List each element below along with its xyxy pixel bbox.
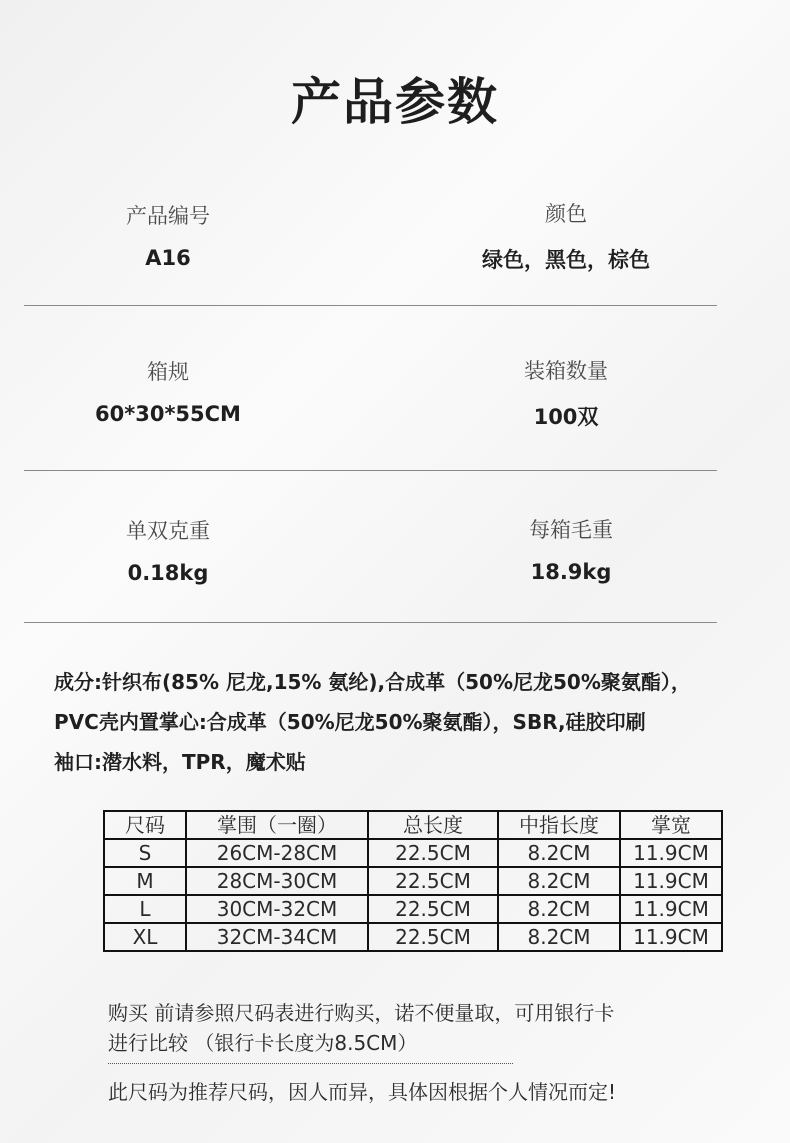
cell-total-length: 22.5CM [368,895,498,923]
materials-block [54,662,774,782]
cell-middle-finger-length: 8.2CM [498,895,620,923]
spec-pair-weight [18,515,318,585]
note-measure-guide: 购买 前请参照尺码表进行购买，诺不便量取，可用银行卡 [108,1001,615,1025]
cell-size: S [104,839,186,867]
table-row [104,895,722,923]
materials-line-cuff: 袖口:潜水料，TPR，魔术贴 [54,750,306,774]
spec-label: 每箱毛重 [529,518,613,542]
cell-size: L [104,895,186,923]
spec-label: 箱规 [147,360,189,384]
cell-middle-finger-length: 8.2CM [498,839,620,867]
divider [24,470,717,471]
divider [24,305,717,306]
cell-palm-circumference: 26CM-28CM [186,839,368,867]
cell-total-length: 22.5CM [368,839,498,867]
cell-total-length: 22.5CM [368,923,498,951]
materials-line-palm: PVC壳内置掌心:合成革（50%尼龙50%聚氨酯），SBR,硅胶印刷 [54,710,646,734]
cell-total-length: 22.5CM [368,867,498,895]
spec-value: 18.9kg [530,560,612,584]
cell-palm-width: 11.9CM [620,839,722,867]
note-bank-card: 进行比较 （银行卡长度为8.5CM） [108,1031,418,1055]
table-row [104,923,722,951]
cell-palm-circumference: 30CM-32CM [186,895,368,923]
cell-palm-width: 11.9CM [620,923,722,951]
cell-palm-circumference: 32CM-34CM [186,923,368,951]
cell-palm-width: 11.9CM [620,867,722,895]
header-total-length: 总长度 [368,811,498,839]
header-palm-circumference: 掌围（一圈） [186,811,368,839]
table-row [104,839,722,867]
spec-label: 装箱数量 [524,359,608,383]
table-header-row [104,811,722,839]
header-size: 尺码 [104,811,186,839]
page-title: 产品参数 [291,73,499,131]
divider [24,622,717,623]
table-row [104,867,722,895]
spec-label: 单双克重 [126,519,210,543]
spec-carton-size [18,356,318,426]
cell-palm-width: 11.9CM [620,895,722,923]
cell-size: M [104,867,186,895]
spec-label: 产品编号 [126,204,210,228]
spec-product-code [18,200,318,270]
spec-carton-quantity [416,355,716,431]
dotted-divider [108,1063,513,1064]
header-middle-finger-length: 中指长度 [498,811,620,839]
cell-middle-finger-length: 8.2CM [498,867,620,895]
spec-label: 颜色 [545,202,587,226]
note-recommended-size: 此尺码为推荐尺码，因人而异，具体因根据个人情况而定! [108,1080,617,1104]
spec-value: 100双 [533,405,599,429]
spec-value: 0.18kg [127,561,209,585]
spec-carton-gross-weight [421,514,721,584]
cell-size: XL [104,923,186,951]
cell-palm-circumference: 28CM-30CM [186,867,368,895]
spec-color [416,198,716,274]
spec-value: 60*30*55CM [95,402,241,426]
size-table [103,810,723,952]
materials-line-composition: 成分:针织布(85% 尼龙,15% 氨纶),合成革（50%尼龙50%聚氨酯）， [54,670,691,694]
spec-value: 绿色，黑色，棕色 [482,248,650,272]
cell-middle-finger-length: 8.2CM [498,923,620,951]
spec-value: A16 [145,246,191,270]
header-palm-width: 掌宽 [620,811,722,839]
